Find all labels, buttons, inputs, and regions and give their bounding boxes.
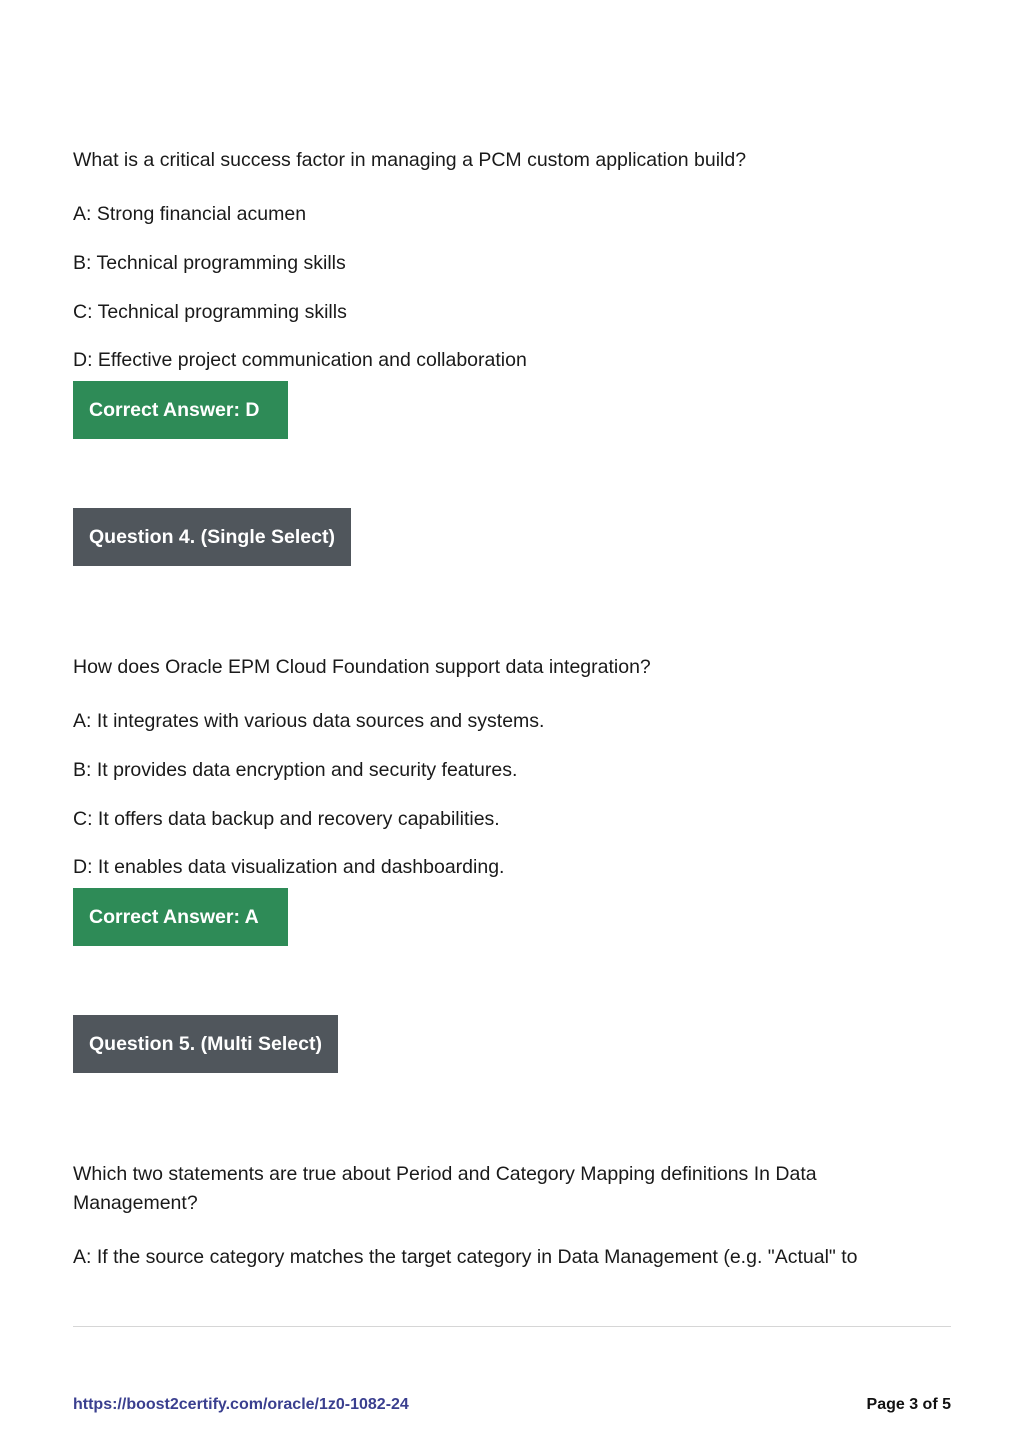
question-3-option-c: C: Technical programming skills [73, 301, 347, 323]
question-4-correct-answer-badge: Correct Answer: A [73, 888, 288, 946]
question-4-header-badge: Question 4. (Single Select) [73, 508, 351, 566]
question-4-option-a: A: It integrates with various data sources and systems. [73, 710, 545, 732]
question-5-text: Which two statements are true about Period and Category Mapping definitions In Data Management? [73, 1163, 817, 1214]
question-3-option-d: D: Effective project communication and collaboration [73, 349, 527, 371]
question-3-text: What is a critical success factor in managing a PCM custom application build? [73, 149, 747, 171]
question-3-correct-answer-badge: Correct Answer: D [73, 381, 288, 439]
question-5-header-badge: Question 5. (Multi Select) [73, 1015, 338, 1073]
page-number: Page 3 of 5 [866, 1396, 951, 1413]
question-4-option-c: C: It offers data backup and recovery capabilities. [73, 808, 500, 830]
question-4-text: How does Oracle EPM Cloud Foundation support data integration? [73, 656, 651, 678]
question-3-option-b: B: Technical programming skills [73, 252, 346, 274]
footer-divider [73, 1326, 951, 1327]
question-3-option-a: A: Strong financial acumen [73, 203, 307, 225]
question-5-option-a: A: If the source category matches the target category in Data Management (e.g. "Actual" to [73, 1246, 858, 1268]
question-4-option-b: B: It provides data encryption and security features. [73, 759, 518, 781]
footer-source-link[interactable]: https://boost2certify.com/oracle/1z0-1082-24 [73, 1396, 409, 1413]
question-4-option-d: D: It enables data visualization and dashboarding. [73, 856, 505, 878]
